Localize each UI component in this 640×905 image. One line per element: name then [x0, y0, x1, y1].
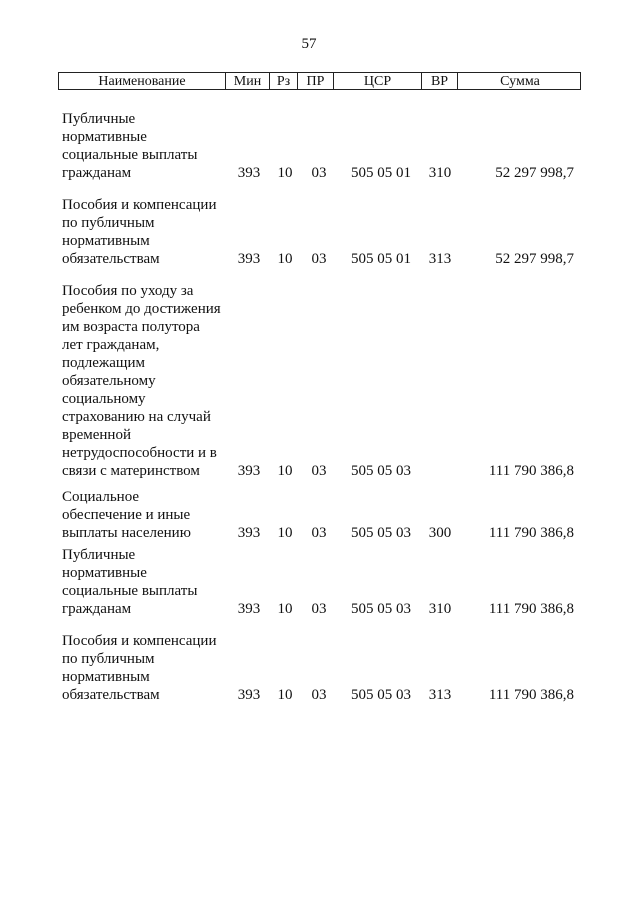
- table-row: [0, 632, 640, 704]
- row-sum: 111 790 386,8: [488, 463, 574, 479]
- row-pr: 03: [311, 165, 327, 181]
- table-header: [58, 72, 581, 90]
- header-vr: ВР: [421, 73, 457, 89]
- row-min: 393: [237, 251, 261, 267]
- row-csr: 505 05 03: [351, 601, 411, 617]
- row-min: 393: [237, 463, 261, 479]
- row-vr: 310: [428, 601, 452, 617]
- row-pr: 03: [311, 463, 327, 479]
- table-row: [0, 546, 640, 618]
- header-rz: Рз: [269, 73, 297, 89]
- row-sum: 111 790 386,8: [488, 687, 574, 703]
- row-rz: 10: [277, 251, 293, 267]
- row-pr: 03: [311, 687, 327, 703]
- page-number: 57: [301, 36, 317, 52]
- row-pr: 03: [311, 525, 327, 541]
- row-sum: 111 790 386,8: [488, 601, 574, 617]
- row-vr: 313: [428, 251, 452, 267]
- header-csr: ЦСР: [333, 73, 421, 89]
- row-rz: 10: [277, 165, 293, 181]
- row-vr: 313: [428, 687, 452, 703]
- row-rz: 10: [277, 687, 293, 703]
- row-name: Пособия и компенсации по публичным нормативным обязательствам: [62, 633, 217, 703]
- row-vr: 310: [428, 165, 452, 181]
- row-rz: 10: [277, 463, 293, 479]
- row-vr: 300: [428, 525, 452, 541]
- row-csr: 505 05 01: [351, 165, 411, 181]
- row-min: 393: [237, 525, 261, 541]
- row-name: Публичные нормативные социальные выплаты гражданам: [62, 547, 198, 617]
- table-row: [0, 110, 640, 182]
- row-min: 393: [237, 687, 261, 703]
- row-name: Социальное обеспечение и иные выплаты населению: [62, 489, 191, 541]
- header-pr: ПР: [297, 73, 333, 89]
- table-row: [0, 196, 640, 268]
- table-row: [0, 488, 640, 542]
- row-csr: 505 05 03: [351, 687, 411, 703]
- row-min: 393: [237, 601, 261, 617]
- row-sum: 52 297 998,7: [495, 251, 574, 267]
- row-sum: 111 790 386,8: [488, 525, 574, 541]
- row-rz: 10: [277, 601, 293, 617]
- row-pr: 03: [311, 251, 327, 267]
- row-name: Публичные нормативные социальные выплаты гражданам: [62, 111, 198, 181]
- row-name: Пособия и компенсации по публичным нормативным обязательствам: [62, 197, 217, 267]
- row-min: 393: [237, 165, 261, 181]
- header-sum: Сумма: [457, 73, 582, 89]
- header-min: Мин: [225, 73, 269, 89]
- table-row: [0, 282, 640, 480]
- row-name: Пособия по уходу за ребенком до достижения им возраста полутора лет гражданам, подлежащим обязательному социальному страхованию на случай временной нетрудоспособности и в связи с материнством: [62, 283, 221, 479]
- row-pr: 03: [311, 601, 327, 617]
- row-rz: 10: [277, 525, 293, 541]
- row-csr: 505 05 03: [351, 525, 411, 541]
- row-csr: 505 05 03: [351, 463, 411, 479]
- row-csr: 505 05 01: [351, 251, 411, 267]
- row-sum: 52 297 998,7: [495, 165, 574, 181]
- header-name: Наименование: [98, 74, 186, 89]
